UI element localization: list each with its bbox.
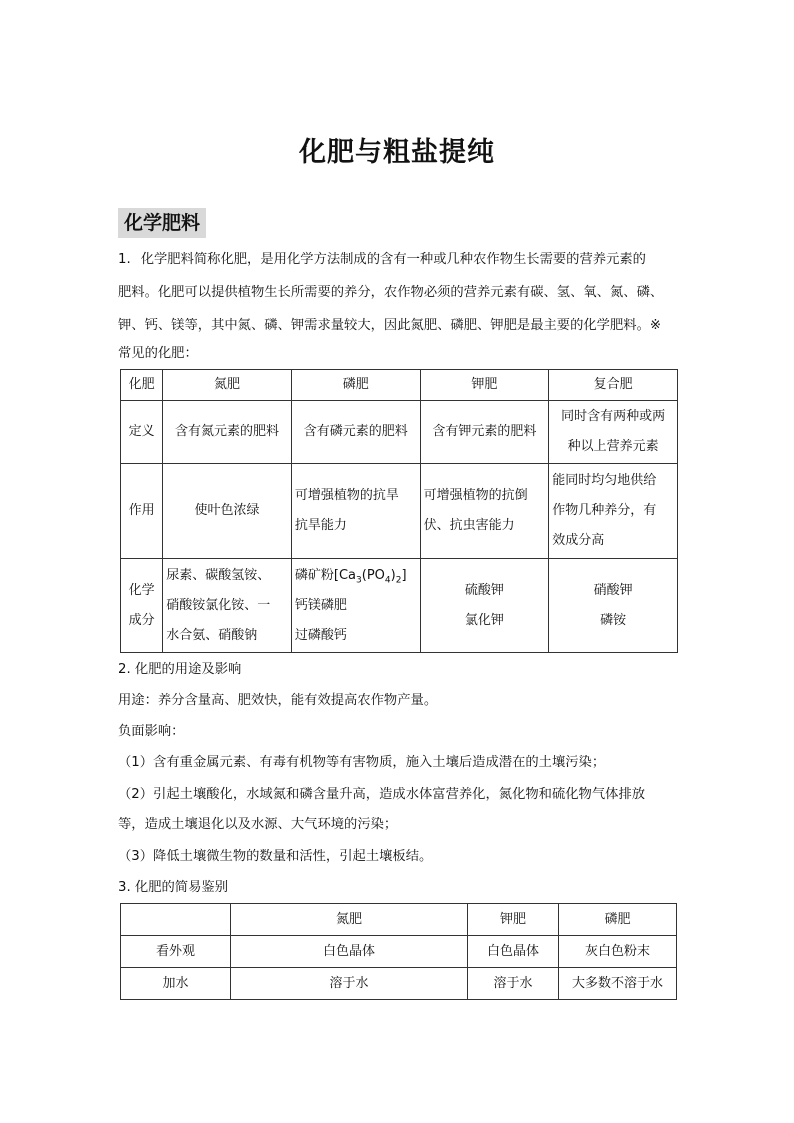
identification-table	[120, 903, 677, 1000]
intro-line: 肥料。化肥可以提供植物生长所需要的养分，农作物必须的营养元素有碳、氢、氧、氮、磷、	[118, 285, 664, 300]
intro-line: 常见的化肥：	[118, 346, 198, 361]
usage-line: （1）含有重金属元素、有毒有机物等有害物质，施入土壤后造成潜在的土壤污染；	[118, 755, 606, 770]
intro-line: 1. 化学肥料简称化肥，是用化学方法制成的含有一种或几种农作物生长需要的营养元素的	[118, 252, 646, 267]
table-row: 加水 溶于水 溶于水 大多数不溶于水	[121, 968, 677, 1000]
fertilizer-table	[120, 369, 678, 653]
section-heading: 化学肥料	[118, 208, 206, 238]
usage-line: 用途：养分含量高、肥效快，能有效提高农作物产量。	[118, 693, 438, 708]
table-row: 氮肥 钾肥 磷肥	[121, 904, 677, 936]
table-row: 看外观 白色晶体 白色晶体 灰白色粉末	[121, 936, 677, 968]
page-title: 化肥与粗盐提纯	[299, 137, 495, 168]
ident-heading: 3. 化肥的简易鉴别	[118, 880, 228, 895]
usage-line: 等，造成土壤退化以及水源、大气环境的污染；	[118, 817, 398, 832]
usage-line: （2）引起土壤酸化，水域氮和磷含量升高，造成水体富营养化，氮化物和硫化物气体排放	[118, 787, 646, 802]
usage-heading: 2. 化肥的用途及影响	[118, 662, 242, 677]
usage-line: （3）降低土壤微生物的数量和活性，引起土壤板结。	[118, 849, 433, 864]
table-row: 定义 含有氮元素的肥料 含有磷元素的肥料 含有钾元素的肥料 同时含有两种或两 种以上营养元素	[121, 401, 678, 464]
intro-line: 钾、钙、镁等，其中氮、磷、钾需求量较大，因此氮肥、磷肥、钾肥是最主要的化学肥料。※	[118, 318, 662, 333]
table-row: 化肥 氮肥 磷肥 钾肥 复合肥	[121, 370, 678, 401]
table-row: 作用 使叶色浓绿 可增强植物的抗旱 抗旱能力 可增强植物的抗倒 伏、抗虫害能力 能同时均匀地供给 作物几种养分，有 效成分高	[121, 464, 678, 559]
usage-line: 负面影响：	[118, 724, 185, 739]
table-row: 化学 成分 尿素、碳酸氢铵、 硝酸铵氯化铵、一 水合氨、硝酸钠 磷矿粉$[Ca_3(PO_4)_2]$ 钙镁磷肥 过磷酸钙 硫酸钾 氯化钾 硝酸钾 磷铵	[121, 559, 678, 653]
